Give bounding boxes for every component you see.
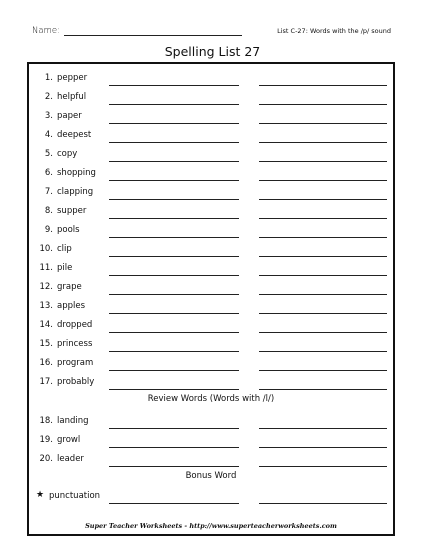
spelling-word: program <box>57 358 94 368</box>
word-row <box>29 260 393 279</box>
write-line[interactable] <box>109 313 239 314</box>
word-row <box>29 165 393 184</box>
spelling-word: leader <box>57 454 84 464</box>
word-row <box>29 451 393 470</box>
write-line[interactable] <box>109 503 239 504</box>
spelling-word: pepper <box>57 73 88 83</box>
spelling-word: pools <box>57 225 80 235</box>
spelling-word: deepest <box>57 130 92 140</box>
write-line[interactable] <box>259 294 387 295</box>
star-icon: ★ <box>36 490 45 500</box>
write-line[interactable] <box>109 275 239 276</box>
word-row <box>29 241 393 260</box>
word-number: 20. <box>39 454 53 464</box>
write-line[interactable] <box>259 275 387 276</box>
write-line[interactable] <box>109 180 239 181</box>
word-row <box>29 127 393 146</box>
word-number: 2. <box>44 92 53 102</box>
write-line[interactable] <box>109 199 239 200</box>
write-line[interactable] <box>109 218 239 219</box>
word-row <box>29 298 393 317</box>
spelling-word: growl <box>57 435 81 445</box>
write-line[interactable] <box>259 313 387 314</box>
write-line[interactable] <box>109 370 239 371</box>
write-line[interactable] <box>259 218 387 219</box>
bonus-word: punctuation <box>49 491 101 501</box>
write-line[interactable] <box>259 161 387 162</box>
name-write-line[interactable] <box>64 35 242 36</box>
write-line[interactable] <box>109 142 239 143</box>
write-line[interactable] <box>109 447 239 448</box>
word-row <box>29 184 393 203</box>
word-row <box>29 355 393 374</box>
word-row <box>29 279 393 298</box>
spelling-word: pile <box>57 263 73 273</box>
write-line[interactable] <box>109 85 239 86</box>
write-line[interactable] <box>259 389 387 390</box>
word-number: 14. <box>39 320 53 330</box>
write-line[interactable] <box>259 123 387 124</box>
write-line[interactable] <box>259 256 387 257</box>
write-line[interactable] <box>259 428 387 429</box>
word-number: 12. <box>39 282 53 292</box>
write-line[interactable] <box>259 466 387 467</box>
word-row <box>29 432 393 451</box>
spelling-word: clapping <box>57 187 94 197</box>
write-line[interactable] <box>259 447 387 448</box>
write-line[interactable] <box>259 351 387 352</box>
word-number: 4. <box>44 130 53 140</box>
write-line[interactable] <box>259 332 387 333</box>
spelling-word: supper <box>57 206 87 216</box>
word-number: 11. <box>39 263 53 273</box>
word-number: 13. <box>39 301 53 311</box>
word-number: 7. <box>44 187 53 197</box>
bonus-row <box>29 488 393 507</box>
write-line[interactable] <box>109 237 239 238</box>
write-line[interactable] <box>259 85 387 86</box>
word-row <box>29 374 393 393</box>
write-line[interactable] <box>259 180 387 181</box>
footer: Super Teacher Worksheets - http://www.superteacherworksheets.com <box>85 522 337 530</box>
word-number: 8. <box>44 206 53 216</box>
write-line[interactable] <box>109 123 239 124</box>
write-line[interactable] <box>109 294 239 295</box>
word-row <box>29 108 393 127</box>
word-row <box>29 413 393 432</box>
spelling-word: landing <box>57 416 89 426</box>
spelling-word: paper <box>57 111 82 121</box>
spelling-word: grape <box>57 282 82 292</box>
spelling-word: dropped <box>57 320 93 330</box>
write-line[interactable] <box>259 142 387 143</box>
spelling-word: apples <box>57 301 86 311</box>
write-line[interactable] <box>259 237 387 238</box>
write-line[interactable] <box>109 256 239 257</box>
spelling-word: probably <box>57 377 95 387</box>
list-label: List C-27: Words with the /p/ sound <box>277 27 391 35</box>
review-heading: Review Words (Words with /l/) <box>147 394 275 404</box>
word-number: 3. <box>44 111 53 121</box>
write-line[interactable] <box>259 199 387 200</box>
word-number: 16. <box>39 358 53 368</box>
bonus-heading: Bonus Word <box>185 471 237 481</box>
spelling-word: helpful <box>57 92 87 102</box>
word-row <box>29 317 393 336</box>
page-title: Spelling List 27 <box>164 44 261 59</box>
spelling-sheet <box>27 62 395 536</box>
word-row <box>29 70 393 89</box>
word-number: 9. <box>44 225 53 235</box>
word-number: 6. <box>44 168 53 178</box>
spelling-word: copy <box>57 149 78 159</box>
word-row <box>29 203 393 222</box>
write-line[interactable] <box>109 104 239 105</box>
write-line[interactable] <box>109 161 239 162</box>
worksheet-header <box>32 26 391 40</box>
word-row <box>29 89 393 108</box>
spelling-word: shopping <box>57 168 96 178</box>
word-number: 19. <box>39 435 53 445</box>
word-number: 17. <box>39 377 53 387</box>
word-row <box>29 146 393 165</box>
write-line[interactable] <box>109 466 239 467</box>
write-line[interactable] <box>109 332 239 333</box>
word-number: 18. <box>39 416 53 426</box>
word-number: 1. <box>44 73 53 83</box>
word-number: 5. <box>44 149 53 159</box>
write-line[interactable] <box>259 503 387 504</box>
write-line[interactable] <box>259 104 387 105</box>
word-row <box>29 336 393 355</box>
word-number: 10. <box>39 244 53 254</box>
spelling-word: clip <box>57 244 72 254</box>
spelling-word: princess <box>57 339 93 349</box>
write-line[interactable] <box>109 351 239 352</box>
word-number: 15. <box>39 339 53 349</box>
write-line[interactable] <box>259 370 387 371</box>
word-row <box>29 222 393 241</box>
write-line[interactable] <box>109 428 239 429</box>
name-label: Name: <box>32 26 60 36</box>
write-line[interactable] <box>109 389 239 390</box>
